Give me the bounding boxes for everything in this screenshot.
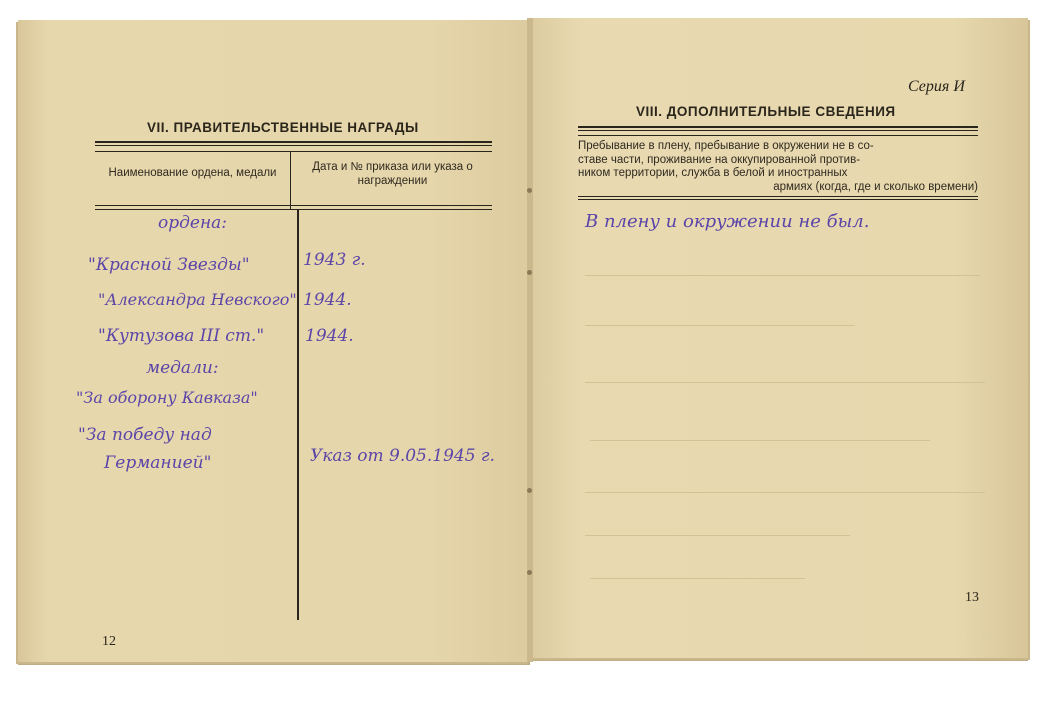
staple-icon	[527, 270, 532, 275]
handwritten-award: "Александра Невского"	[98, 290, 297, 309]
table-column-divider	[297, 210, 299, 620]
page-number-left: 12	[102, 634, 116, 649]
book-spine	[527, 18, 533, 662]
handwritten-decree-date: Указ от 9.05.1945 г.	[310, 446, 495, 466]
table-header-rule	[95, 205, 492, 206]
heading-rule-thin	[95, 145, 492, 146]
table-header-rule-thin	[95, 209, 492, 210]
handwritten-medal: "За победу над	[78, 425, 212, 445]
handwritten-medal-continued: Германией"	[104, 453, 212, 473]
page-number-right: 13	[965, 590, 979, 605]
handwritten-award-date: 1943 г.	[303, 250, 366, 270]
left-page-heading: VII. ПРАВИТЕЛЬСТВЕННЫЕ НАГРАДЫ	[147, 120, 419, 135]
series-label: Серия И	[908, 78, 965, 95]
description-block	[578, 140, 978, 194]
heading-rule	[95, 141, 492, 143]
description-line: ставе части, проживание на оккупированной против-	[578, 153, 861, 166]
faint-line	[585, 382, 985, 383]
left-page	[18, 20, 530, 662]
faint-line	[585, 275, 980, 276]
handwritten-orders-label: ордена:	[158, 213, 228, 233]
staple-icon	[527, 570, 532, 575]
handwritten-award: "Кутузова III ст."	[98, 326, 265, 346]
handwritten-award: "Красной Звезды"	[88, 255, 250, 275]
description-bottom-rule	[578, 196, 978, 197]
handwritten-medal: "За оборону Кавказа"	[76, 388, 258, 407]
heading-rule-thin	[578, 130, 978, 131]
description-bottom-rule-thin	[578, 199, 978, 200]
faint-line	[585, 492, 985, 493]
faint-line	[590, 578, 805, 579]
header-column-divider	[290, 152, 291, 210]
description-line: ником территории, служба в белой и иностранных	[578, 167, 848, 179]
staple-icon	[527, 488, 532, 493]
handwritten-award-date: 1944.	[305, 326, 354, 346]
heading-rule	[578, 126, 978, 128]
faint-line	[585, 325, 855, 326]
staple-icon	[527, 188, 532, 193]
handwritten-note: В плену и окружении не был.	[585, 211, 870, 232]
description-line: армиях (когда, где и сколько времени)	[773, 180, 978, 193]
description-top-rule	[578, 135, 978, 136]
table-top-rule	[95, 151, 492, 152]
right-page-heading: VIII. ДОПОЛНИТЕЛЬНЫЕ СВЕДЕНИЯ	[636, 104, 896, 119]
faint-line	[590, 440, 930, 441]
faint-line	[585, 535, 850, 536]
handwritten-medals-label: медали:	[146, 358, 219, 378]
description-line: Пребывание в плену, пребывание в окружении не в со-	[578, 140, 874, 152]
column-2-header: Дата и № приказа или указа о награждении	[312, 161, 473, 187]
column-1-header: Наименование ордена, медали	[108, 167, 277, 179]
handwritten-award-date: 1944.	[303, 290, 352, 310]
